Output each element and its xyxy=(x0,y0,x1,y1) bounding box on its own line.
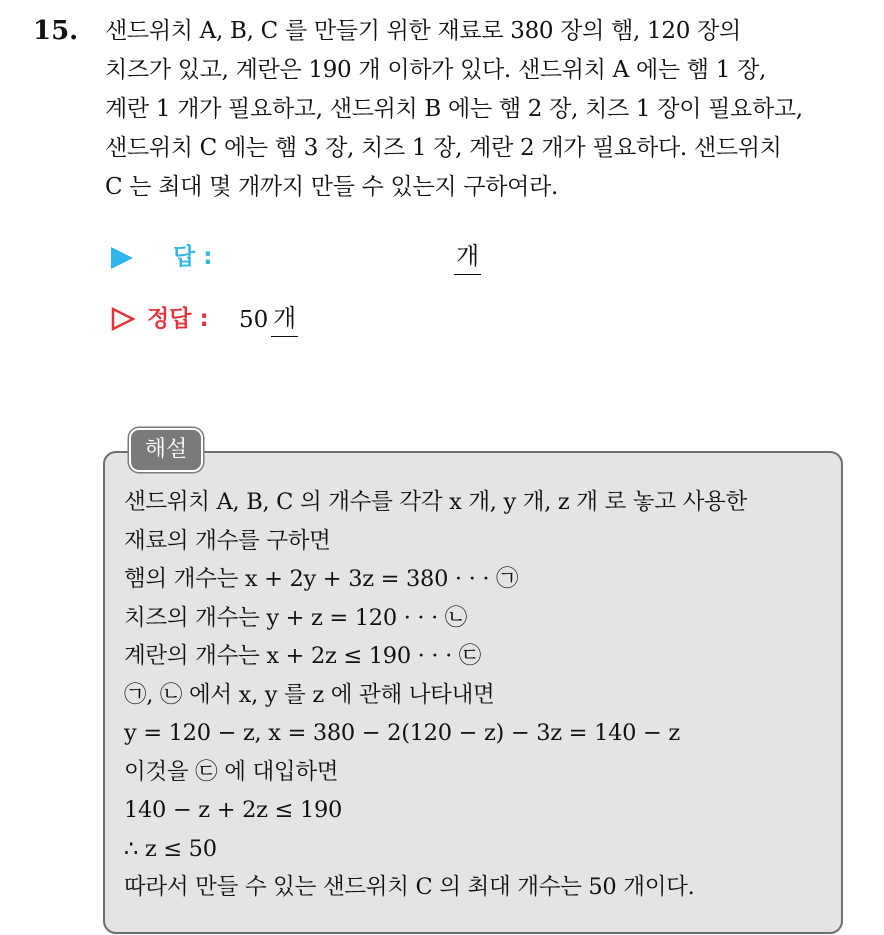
question-line: 치즈가 있고, 계란은 190 개 이하가 있다. 샌드위치 A 에는 햄 1 장, xyxy=(105,57,767,83)
solution-line: ㉠, ㉡ 에서 x, y 를 z 에 관해 나타내면 xyxy=(124,681,495,708)
solution-line: 재료의 개수를 구하면 xyxy=(124,527,331,554)
solution-line: y = 120 − z, x = 380 − 2(120 − z) − 3z = 140 − z xyxy=(124,720,680,746)
solution-line: 계란의 개수는 x + 2z ≤ 190 · · · ㉢ xyxy=(124,643,481,669)
question-text xyxy=(105,12,865,207)
correct-answer-row xyxy=(111,300,611,340)
question-line: 샌드위치 A, B, C 를 만들기 위한 재료로 380 장의 햄, 120 장의 xyxy=(105,18,741,44)
question-line: 계란 1 개가 필요하고, 샌드위치 B 에는 햄 2 장, 치즈 1 장이 필요하고, xyxy=(105,96,803,122)
solution-line: ∴ z ≤ 50 xyxy=(124,835,217,862)
solution-line: 140 − z + 2z ≤ 190 xyxy=(124,797,342,823)
answer-row xyxy=(111,238,611,278)
answer-unit: 개 xyxy=(454,238,481,275)
solution-line: 따라서 만들 수 있는 샌드위치 C 의 최대 개수는 50 개이다. xyxy=(124,874,695,900)
solution-line: 햄의 개수는 x + 2y + 3z = 380 · · · ㉠ xyxy=(124,566,519,592)
solution-line: 샌드위치 A, B, C 의 개수를 각각 x 개, y 개, z 개 로 놓고 사용한 xyxy=(124,489,747,515)
solution-text xyxy=(124,483,834,907)
play-filled-icon xyxy=(111,247,133,269)
answer-label: 답 : xyxy=(173,244,213,270)
question-line: C 는 최대 몇 개까지 만들 수 있는지 구하여라. xyxy=(105,174,559,200)
question-line: 샌드위치 C 에는 햄 3 장, 치즈 1 장, 계란 2 개가 필요하다. 샌드위치 xyxy=(105,135,782,161)
correct-answer-value: 50 xyxy=(239,307,269,333)
correct-answer-label: 정답 : xyxy=(147,306,209,332)
question-number: 15. xyxy=(33,16,79,46)
solution-line: 이것을 ㉢ 에 대입하면 xyxy=(124,758,339,785)
solution-tab: 해설 xyxy=(129,428,203,472)
play-outline-icon xyxy=(111,307,135,335)
solution-line: 치즈의 개수는 y + z = 120 · · · ㉡ xyxy=(124,604,468,631)
correct-answer-unit: 개 xyxy=(271,300,298,337)
